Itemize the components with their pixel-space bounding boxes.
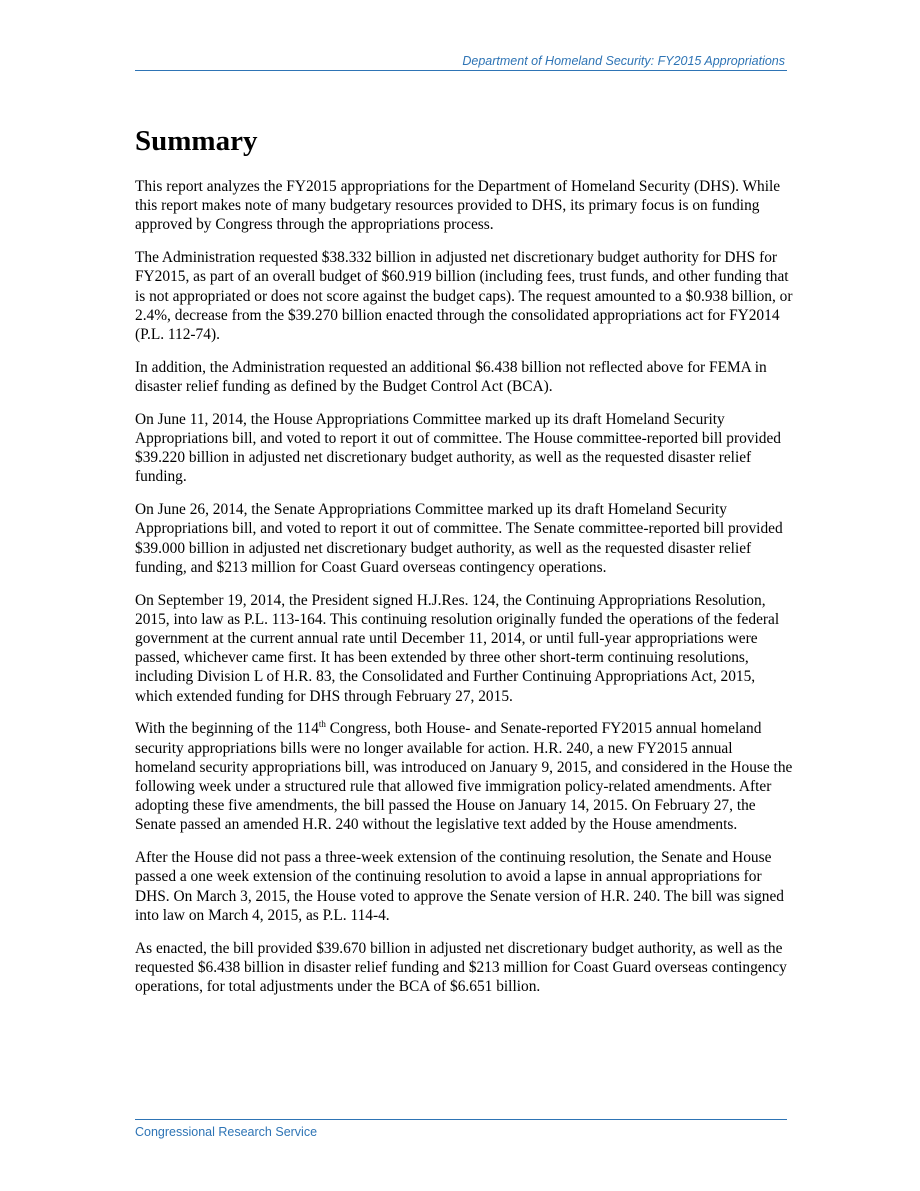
document-body: [135, 177, 795, 1010]
paragraph-1: This report analyzes the FY2015 appropriations for the Department of Homeland Security (DHS). While this report makes note of many budgetary resources provided to DHS, its primary focus is on funding approved by Congress through the appropriations process.: [135, 178, 781, 234]
page-title: Summary: [135, 125, 258, 157]
paragraph-7-start: With the beginning of the 114: [135, 720, 319, 738]
page-footer: [135, 1119, 787, 1141]
paragraph-9: As enacted, the bill provided $39.670 billion in adjusted net discretionary budget authority, as well as the requested $6.438 billion in disaster relief funding and $213 million for Coast Guard overseas contingency operations, for total adjustments under the BCA of $6.651 billion.: [135, 939, 787, 996]
paragraph-8: After the House did not pass a three-week extension of the continuing resolution, the Senate and House passed a one week extension of the continuing resolution to avoid a lapse in annual appropriations for DHS. On March 3, 2015, the House voted to approve the Senate version of H.R. 240. The bill was signed into law on March 4, 2015, as P.L. 114-4.: [135, 849, 785, 924]
paragraph-4: On June 11, 2014, the House Appropriations Committee marked up its draft Homeland Security Appropriations bill, and voted to report it out of committee. The House committee-reported bill provided $39.220 billion in adjusted net discretionary budget authority, as well as the requested disaster relief funding.: [135, 410, 781, 486]
paragraph-3: In addition, the Administration requested an additional $6.438 billion not reflected above for FEMA in disaster relief funding as defined by the Budget Control Act (BCA).: [135, 358, 767, 396]
running-title: Department of Homeland Security: FY2015 Appropriations: [462, 54, 785, 68]
paragraph-7-rest: Congress, both House- and Senate-reported FY2015 annual homeland security appropriations bills were no longer available for action. H.R. 240, a new FY2015 annual homeland security appropriations bill, was introduced on January 9, 2015, and considered in the House the following week under a structured rule that allowed five immigration policy-related amendments. After adopting these five amendments, the bill passed the House on January 14, 2015. On February 27, the Senate passed an amended H.R. 240 without the legislative text added by the House amendments.: [135, 720, 793, 834]
paragraph-7: [135, 719, 795, 834]
paragraph-6: On September 19, 2014, the President signed H.J.Res. 124, the Continuing Appropriations Resolution, 2015, into law as P.L. 113-164. This continuing resolution originally funded the operations of the federal government at the current annual rate until December 11, 2014, or until full-year appropriations were passed, whichever came first. It has been extended by three other short-term continuing resolutions, including Division L of H.R. 83, the Consolidated and Further Continuing Appropriations Act, 2015, which extended funding for DHS through February 27, 2015.: [135, 591, 780, 705]
footer-source: Congressional Research Service: [135, 1125, 318, 1139]
page-header: [135, 54, 787, 71]
paragraph-2: The Administration requested $38.332 billion in adjusted net discretionary budget authority for DHS for FY2015, as part of an overall budget of $60.919 billion (including fees, trust funds, and other funding that is not appropriated or does not score against the budget caps). The request amounted to a $0.938 billion, or 2.4%, decrease from the $39.270 billion enacted through the consolidated appropriations act for FY2014 (P.L. 112-74).: [135, 249, 793, 344]
paragraph-5: On June 26, 2014, the Senate Appropriations Committee marked up its draft Homeland Security Appropriations bill, and voted to report it out of committee. The Senate committee-reported bill provided $39.000 billion in adjusted net discretionary budget authority, as well as the requested disaster relief funding, and $213 million for Coast Guard overseas contingency operations.: [135, 501, 783, 576]
ordinal-superscript: th: [318, 719, 326, 730]
